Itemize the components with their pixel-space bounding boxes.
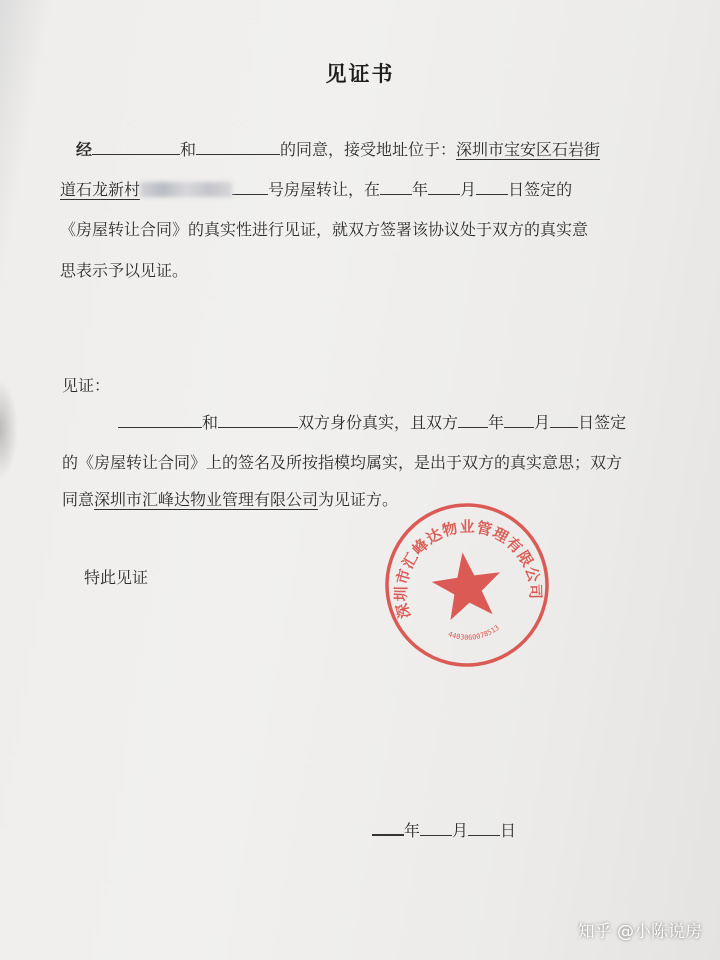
signing-date-line xyxy=(372,818,516,841)
blank-party-a xyxy=(92,153,180,155)
blank-party-b xyxy=(196,153,280,155)
day-label-2: 日签定 xyxy=(578,413,627,432)
closing-text: 特此见证 xyxy=(84,568,149,587)
month-label-2: 月 xyxy=(534,413,551,432)
para2-witness-role: 为见证方。 xyxy=(318,490,399,509)
para2-and: 和 xyxy=(202,413,219,432)
blank-sign-month xyxy=(420,834,452,836)
witness-company: 深圳市汇峰达物业管理有限公司 xyxy=(94,490,319,509)
para2-line3 xyxy=(62,487,398,510)
seal-number-text: 4403060078513 xyxy=(446,623,501,642)
page-edge-shadow xyxy=(0,380,18,480)
witness-label: 见证： xyxy=(62,376,111,395)
year-label: 年 xyxy=(412,180,429,199)
day-label: 日签定的 xyxy=(508,180,573,199)
blank-party-a-2 xyxy=(118,426,202,428)
blank-year xyxy=(380,193,412,195)
blank-day-2 xyxy=(550,426,578,428)
para1-text: 的同意，接受地址位于： xyxy=(280,140,457,159)
seal-company-text: 深圳市汇峰达物业管理有限公司 xyxy=(392,517,545,621)
para1-address-cont: 道石龙新村 xyxy=(60,180,141,199)
para2-agree: 同意 xyxy=(62,490,95,509)
blank-party-b-2 xyxy=(218,426,298,428)
para1-transfer-text: 号房屋转让，在 xyxy=(268,180,381,199)
year-label-2: 年 xyxy=(488,413,505,432)
blank-sign-year xyxy=(372,833,404,836)
company-seal-stamp xyxy=(382,500,552,670)
para1-line2 xyxy=(60,177,572,200)
sign-month-label: 月 xyxy=(452,821,469,840)
para1-lead: 经 xyxy=(76,140,93,159)
blank-day xyxy=(476,193,508,195)
month-label: 月 xyxy=(460,180,477,199)
zhihu-watermark: 知乎 @小陈说房 xyxy=(577,922,702,942)
redacted-address xyxy=(140,182,232,197)
para2-line1 xyxy=(62,410,626,433)
para1-line3: 《房屋转让合同》的真实性进行见证，就双方签署该协议处于双方的真实意 xyxy=(60,220,589,239)
document-title: 见证书 xyxy=(325,62,395,86)
para1-line4: 思表示予以见证。 xyxy=(60,261,189,280)
blank-sign-day xyxy=(468,834,500,836)
para2-line2: 的《房屋转让合同》上的签名及所按指模均属实，是出于双方的真实意思；双方 xyxy=(62,453,623,472)
blank-year-2 xyxy=(458,426,488,428)
para1-address: 深圳市宝安区石岩街 xyxy=(456,140,601,159)
para1-and: 和 xyxy=(180,140,197,159)
para2-text: 双方身份真实，且双方 xyxy=(298,413,459,432)
blank-month-2 xyxy=(504,426,534,428)
svg-text:4403060078513 xyxy=(446,623,502,645)
sign-year-label: 年 xyxy=(404,821,421,840)
para1-line1 xyxy=(76,137,600,160)
blank-house-number xyxy=(232,193,268,195)
sign-day-label: 日 xyxy=(500,821,517,840)
blank-month xyxy=(428,193,460,195)
